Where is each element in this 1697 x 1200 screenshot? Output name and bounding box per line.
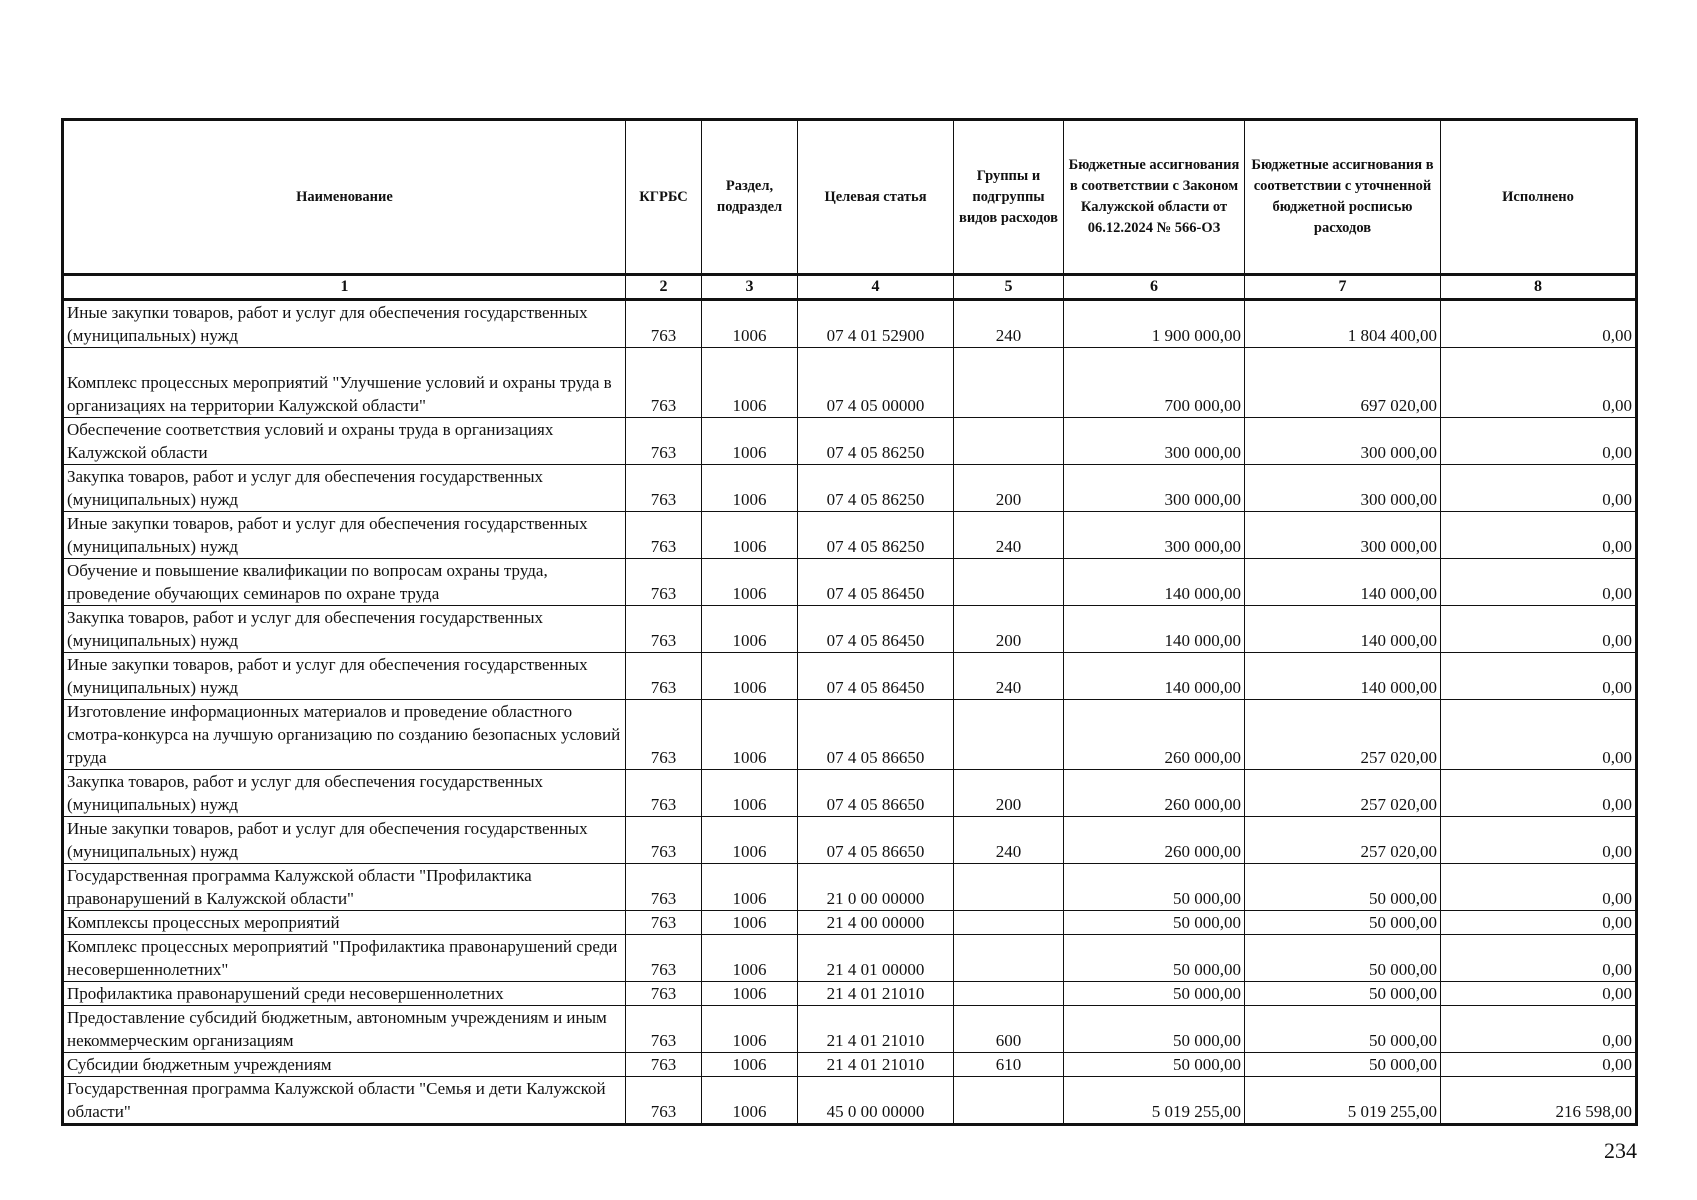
row-refined-amount: 50 000,00	[1245, 935, 1441, 982]
row-kgrbs: 763	[626, 653, 702, 700]
header-law: Бюджетные ассигнования в соответствии с Законом Калужской области от 06.12.2024 № 566-ОЗ	[1064, 120, 1245, 275]
row-executed-amount: 0,00	[1441, 559, 1637, 606]
table-body	[63, 300, 1637, 1125]
row-section: 1006	[702, 465, 798, 512]
row-law-amount: 50 000,00	[1064, 864, 1245, 911]
row-law-amount: 140 000,00	[1064, 559, 1245, 606]
row-section: 1006	[702, 817, 798, 864]
row-group	[954, 911, 1064, 935]
row-name: Закупка товаров, работ и услуг для обеспечения государственных (муниципальных) нужд	[63, 465, 626, 512]
table-row	[63, 1006, 1637, 1053]
row-refined-amount: 257 020,00	[1245, 770, 1441, 817]
table-row	[63, 911, 1637, 935]
row-target: 07 4 05 86450	[798, 606, 954, 653]
row-refined-amount: 257 020,00	[1245, 817, 1441, 864]
row-law-amount: 5 019 255,00	[1064, 1077, 1245, 1125]
header-row	[63, 120, 1637, 275]
row-executed-amount: 0,00	[1441, 348, 1637, 418]
row-law-amount: 50 000,00	[1064, 911, 1245, 935]
row-refined-amount: 300 000,00	[1245, 418, 1441, 465]
row-kgrbs: 763	[626, 864, 702, 911]
row-executed-amount: 0,00	[1441, 700, 1637, 770]
row-kgrbs: 763	[626, 935, 702, 982]
row-law-amount: 260 000,00	[1064, 700, 1245, 770]
row-executed-amount: 0,00	[1441, 606, 1637, 653]
row-law-amount: 300 000,00	[1064, 465, 1245, 512]
row-refined-amount: 50 000,00	[1245, 911, 1441, 935]
row-target: 07 4 05 86250	[798, 418, 954, 465]
row-kgrbs: 763	[626, 348, 702, 418]
row-target: 21 4 01 21010	[798, 1053, 954, 1077]
row-executed-amount: 0,00	[1441, 817, 1637, 864]
column-number: 4	[798, 275, 954, 300]
row-section: 1006	[702, 300, 798, 348]
row-name: Изготовление информационных материалов и проведение областного смотра-конкурса на лучшую организацию по созданию безопасных условий труда	[63, 700, 626, 770]
row-section: 1006	[702, 653, 798, 700]
table-row	[63, 770, 1637, 817]
row-group	[954, 935, 1064, 982]
row-kgrbs: 763	[626, 465, 702, 512]
row-kgrbs: 763	[626, 770, 702, 817]
row-kgrbs: 763	[626, 559, 702, 606]
row-kgrbs: 763	[626, 982, 702, 1006]
budget-table	[61, 118, 1638, 1126]
table-row	[63, 606, 1637, 653]
table-row	[63, 817, 1637, 864]
column-number: 2	[626, 275, 702, 300]
row-executed-amount: 0,00	[1441, 653, 1637, 700]
row-section: 1006	[702, 1077, 798, 1125]
row-executed-amount: 0,00	[1441, 1053, 1637, 1077]
row-group	[954, 418, 1064, 465]
table-row	[63, 982, 1637, 1006]
row-law-amount: 50 000,00	[1064, 1053, 1245, 1077]
row-group: 240	[954, 817, 1064, 864]
row-refined-amount: 140 000,00	[1245, 559, 1441, 606]
row-executed-amount: 0,00	[1441, 935, 1637, 982]
row-section: 1006	[702, 1006, 798, 1053]
row-kgrbs: 763	[626, 512, 702, 559]
table-row	[63, 300, 1637, 348]
row-refined-amount: 300 000,00	[1245, 465, 1441, 512]
row-executed-amount: 0,00	[1441, 512, 1637, 559]
row-section: 1006	[702, 348, 798, 418]
row-target: 45 0 00 00000	[798, 1077, 954, 1125]
header-groups: Группы и подгруппы видов расходов	[954, 120, 1064, 275]
row-name: Иные закупки товаров, работ и услуг для обеспечения государственных (муниципальных) нужд	[63, 300, 626, 348]
row-target: 21 0 00 00000	[798, 864, 954, 911]
table-row	[63, 935, 1637, 982]
row-target: 21 4 01 21010	[798, 982, 954, 1006]
table-row	[63, 559, 1637, 606]
row-group: 600	[954, 1006, 1064, 1053]
row-group	[954, 1077, 1064, 1125]
row-kgrbs: 763	[626, 817, 702, 864]
row-target: 21 4 01 00000	[798, 935, 954, 982]
row-name: Закупка товаров, работ и услуг для обеспечения государственных (муниципальных) нужд	[63, 606, 626, 653]
row-group: 610	[954, 1053, 1064, 1077]
row-section: 1006	[702, 982, 798, 1006]
row-target: 07 4 05 86650	[798, 817, 954, 864]
table-row	[63, 348, 1637, 418]
column-number: 3	[702, 275, 798, 300]
row-executed-amount: 0,00	[1441, 300, 1637, 348]
row-group: 240	[954, 653, 1064, 700]
row-section: 1006	[702, 1053, 798, 1077]
row-group: 240	[954, 300, 1064, 348]
row-law-amount: 50 000,00	[1064, 935, 1245, 982]
row-kgrbs: 763	[626, 911, 702, 935]
row-refined-amount: 50 000,00	[1245, 1053, 1441, 1077]
row-law-amount: 700 000,00	[1064, 348, 1245, 418]
row-kgrbs: 763	[626, 1006, 702, 1053]
row-executed-amount: 0,00	[1441, 982, 1637, 1006]
row-refined-amount: 5 019 255,00	[1245, 1077, 1441, 1125]
header-executed: Исполнено	[1441, 120, 1637, 275]
row-name: Комплекс процессных мероприятий "Улучшение условий и охраны труда в организациях на территории Калужской области"	[63, 348, 626, 418]
row-law-amount: 140 000,00	[1064, 653, 1245, 700]
row-kgrbs: 763	[626, 606, 702, 653]
row-section: 1006	[702, 770, 798, 817]
row-law-amount: 260 000,00	[1064, 770, 1245, 817]
row-target: 07 4 01 52900	[798, 300, 954, 348]
row-group: 200	[954, 465, 1064, 512]
row-kgrbs: 763	[626, 418, 702, 465]
row-target: 21 4 00 00000	[798, 911, 954, 935]
row-law-amount: 140 000,00	[1064, 606, 1245, 653]
row-name: Иные закупки товаров, работ и услуг для обеспечения государственных (муниципальных) нужд	[63, 653, 626, 700]
column-number: 1	[63, 275, 626, 300]
column-number: 8	[1441, 275, 1637, 300]
row-target: 07 4 05 00000	[798, 348, 954, 418]
table-row	[63, 1053, 1637, 1077]
row-law-amount: 300 000,00	[1064, 512, 1245, 559]
row-name: Обеспечение соответствия условий и охраны труда в организациях Калужской области	[63, 418, 626, 465]
row-target: 07 4 05 86450	[798, 559, 954, 606]
row-group	[954, 348, 1064, 418]
row-refined-amount: 697 020,00	[1245, 348, 1441, 418]
row-group	[954, 700, 1064, 770]
table-row	[63, 1077, 1637, 1125]
row-name: Иные закупки товаров, работ и услуг для обеспечения государственных (муниципальных) нужд	[63, 817, 626, 864]
row-section: 1006	[702, 512, 798, 559]
column-number: 5	[954, 275, 1064, 300]
row-group	[954, 982, 1064, 1006]
row-name: Комплексы процессных мероприятий	[63, 911, 626, 935]
row-target: 07 4 05 86450	[798, 653, 954, 700]
row-law-amount: 1 900 000,00	[1064, 300, 1245, 348]
row-group: 200	[954, 606, 1064, 653]
row-law-amount: 260 000,00	[1064, 817, 1245, 864]
row-name: Государственная программа Калужской области "Профилактика правонарушений в Калужской области"	[63, 864, 626, 911]
row-refined-amount: 300 000,00	[1245, 512, 1441, 559]
row-name: Иные закупки товаров, работ и услуг для обеспечения государственных (муниципальных) нужд	[63, 512, 626, 559]
row-refined-amount: 140 000,00	[1245, 653, 1441, 700]
row-executed-amount: 0,00	[1441, 465, 1637, 512]
row-refined-amount: 140 000,00	[1245, 606, 1441, 653]
row-section: 1006	[702, 864, 798, 911]
header-name: Наименование	[63, 120, 626, 275]
row-section: 1006	[702, 911, 798, 935]
table-row	[63, 864, 1637, 911]
row-executed-amount: 0,00	[1441, 911, 1637, 935]
column-number: 6	[1064, 275, 1245, 300]
row-name: Профилактика правонарушений среди несовершеннолетних	[63, 982, 626, 1006]
header-section: Раздел, подраздел	[702, 120, 798, 275]
row-target: 07 4 05 86650	[798, 700, 954, 770]
row-name: Предоставление субсидий бюджетным, автономным учреждениям и иным некоммерческим организациям	[63, 1006, 626, 1053]
row-group: 200	[954, 770, 1064, 817]
page-number: 234	[1604, 1138, 1637, 1163]
row-refined-amount: 257 020,00	[1245, 700, 1441, 770]
row-refined-amount: 50 000,00	[1245, 982, 1441, 1006]
row-target: 07 4 05 86250	[798, 512, 954, 559]
row-refined-amount: 50 000,00	[1245, 1006, 1441, 1053]
row-section: 1006	[702, 559, 798, 606]
table-row	[63, 512, 1637, 559]
row-group	[954, 864, 1064, 911]
row-section: 1006	[702, 418, 798, 465]
row-law-amount: 50 000,00	[1064, 1006, 1245, 1053]
row-group	[954, 559, 1064, 606]
row-name: Обучение и повышение квалификации по вопросам охраны труда, проведение обучающих семинаров по охране труда	[63, 559, 626, 606]
table-row	[63, 653, 1637, 700]
row-kgrbs: 763	[626, 1053, 702, 1077]
column-number-row	[63, 275, 1637, 300]
row-name: Государственная программа Калужской области "Семья и дети Калужской области"	[63, 1077, 626, 1125]
header-refined: Бюджетные ассигнования в соответствии с уточненной бюджетной росписью расходов	[1245, 120, 1441, 275]
budget-sheet	[61, 118, 1635, 1126]
row-section: 1006	[702, 935, 798, 982]
row-target: 07 4 05 86250	[798, 465, 954, 512]
header-target: Целевая статья	[798, 120, 954, 275]
row-refined-amount: 1 804 400,00	[1245, 300, 1441, 348]
row-executed-amount: 0,00	[1441, 1006, 1637, 1053]
row-executed-amount: 216 598,00	[1441, 1077, 1637, 1125]
row-refined-amount: 50 000,00	[1245, 864, 1441, 911]
row-kgrbs: 763	[626, 1077, 702, 1125]
table-row	[63, 465, 1637, 512]
row-executed-amount: 0,00	[1441, 770, 1637, 817]
row-name: Комплекс процессных мероприятий "Профилактика правонарушений среди несовершеннолетних"	[63, 935, 626, 982]
column-number: 7	[1245, 275, 1441, 300]
row-name: Закупка товаров, работ и услуг для обеспечения государственных (муниципальных) нужд	[63, 770, 626, 817]
row-group: 240	[954, 512, 1064, 559]
row-law-amount: 50 000,00	[1064, 982, 1245, 1006]
table-row	[63, 700, 1637, 770]
row-kgrbs: 763	[626, 300, 702, 348]
row-section: 1006	[702, 700, 798, 770]
row-law-amount: 300 000,00	[1064, 418, 1245, 465]
row-target: 21 4 01 21010	[798, 1006, 954, 1053]
row-kgrbs: 763	[626, 700, 702, 770]
table-row	[63, 418, 1637, 465]
row-name: Субсидии бюджетным учреждениям	[63, 1053, 626, 1077]
row-executed-amount: 0,00	[1441, 418, 1637, 465]
row-executed-amount: 0,00	[1441, 864, 1637, 911]
row-target: 07 4 05 86650	[798, 770, 954, 817]
row-section: 1006	[702, 606, 798, 653]
header-kgrbs: КГРБС	[626, 120, 702, 275]
